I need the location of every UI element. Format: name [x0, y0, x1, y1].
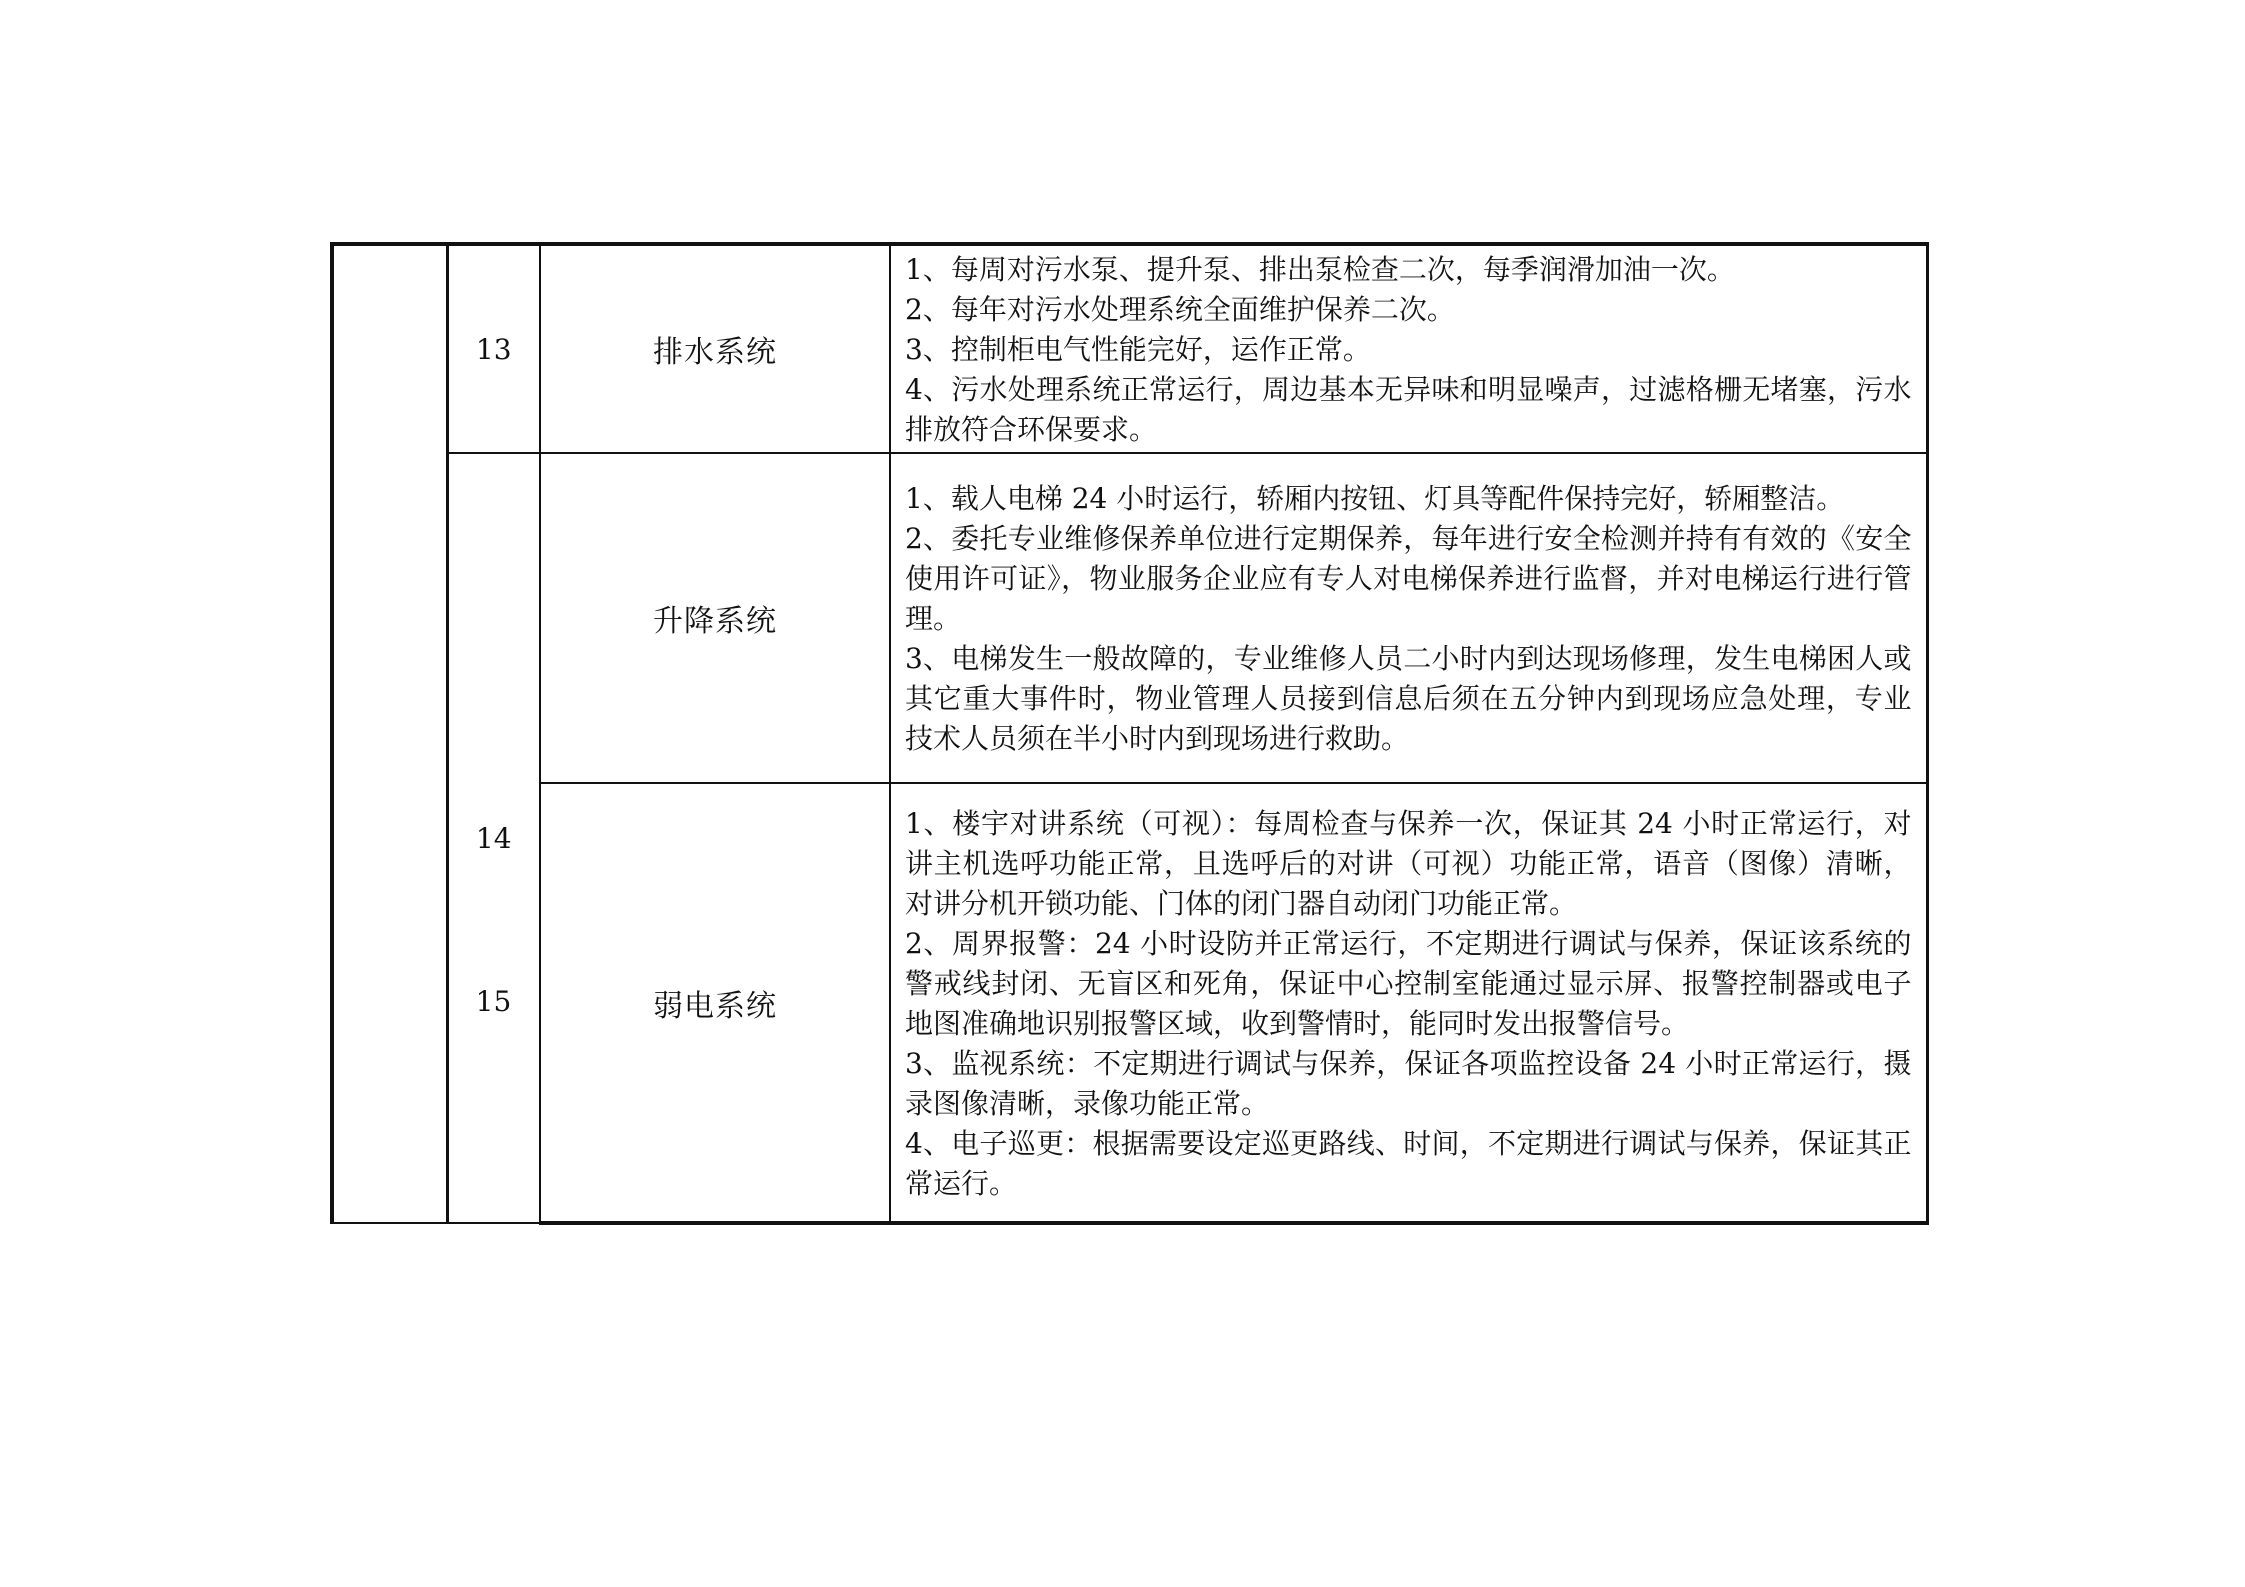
requirement-item: 2、委托专业维修保养单位进行定期保养，每年进行安全检测并持有有效的《安全使用许可证》，物业服务企业应有专人对电梯保养进行监督，并对电梯运行进行管理。 [905, 522, 1912, 635]
table-row-13 [332, 244, 1927, 453]
requirements-elevator [890, 453, 1927, 783]
requirement-item: 1、载人电梯 24 小时运行，轿厢内按钮、灯具等配件保持完好，轿厢整洁。 [905, 482, 1845, 515]
system-name-low-voltage [540, 783, 890, 1223]
requirement-item: 4、电子巡更：根据需要设定巡更路线、时间，不定期进行调试与保养，保证其正常运行。 [905, 1126, 1912, 1200]
maintenance-table [330, 242, 1929, 1225]
row-number-15: 15 [475, 985, 512, 1018]
requirement-item: 1、楼宇对讲系统（可视）：每周检查与保养一次，保证其 24 小时正常运行，对讲主机选呼功能正常，且选呼后的对讲（可视）功能正常，语音（图像）清晰，对讲分机开锁功能、门体的闭门器自动闭门功能正常。 [905, 806, 1912, 920]
requirement-item: 3、控制柜电气性能完好，运作正常。 [905, 333, 1371, 366]
requirement-item: 2、周界报警：24 小时设防并正常运行，不定期进行调试与保养，保证该系统的警戒线封闭、无盲区和死角，保证中心控制室能通过显示屏、报警控制器或电子地图准确地识别报警区域，收到警情时，能同时发出报警信号。 [905, 926, 1912, 1040]
requirement-item: 4、污水处理系统正常运行，周边基本无异味和明显噪声，过滤格栅无堵塞，污水排放符合环保要求。 [905, 373, 1912, 446]
table-row-14 [332, 453, 1927, 783]
requirement-item: 1、每周对污水泵、提升泵、排出泵检查二次，每季润滑加油一次。 [905, 253, 1735, 286]
system-name-low-voltage-label: 弱电系统 [653, 988, 777, 1024]
requirement-item: 3、电梯发生一般故障的，专业维修人员二小时内到达现场修理，发生电梯困人或其它重大事件时，物业管理人员接到信息后须在五分钟内到现场应急处理，专业技术人员须在半小时内到现场进行救助。 [905, 642, 1912, 755]
blank-category-cell [332, 244, 447, 1223]
requirements-low-voltage [890, 783, 1927, 1223]
table-row-15 [332, 783, 1927, 1223]
row-number-14: 14 [447, 453, 540, 1223]
system-name-elevator: 升降系统 [540, 453, 890, 783]
requirement-item: 3、监视系统：不定期进行调试与保养，保证各项监控设备 24 小时正常运行，摄录图像清晰，录像功能正常。 [905, 1046, 1912, 1120]
system-name-drainage: 排水系统 [540, 244, 890, 453]
requirement-item: 2、每年对污水处理系统全面维护保养二次。 [905, 293, 1455, 326]
row-number-13: 13 [447, 244, 540, 453]
requirements-drainage [890, 244, 1927, 453]
